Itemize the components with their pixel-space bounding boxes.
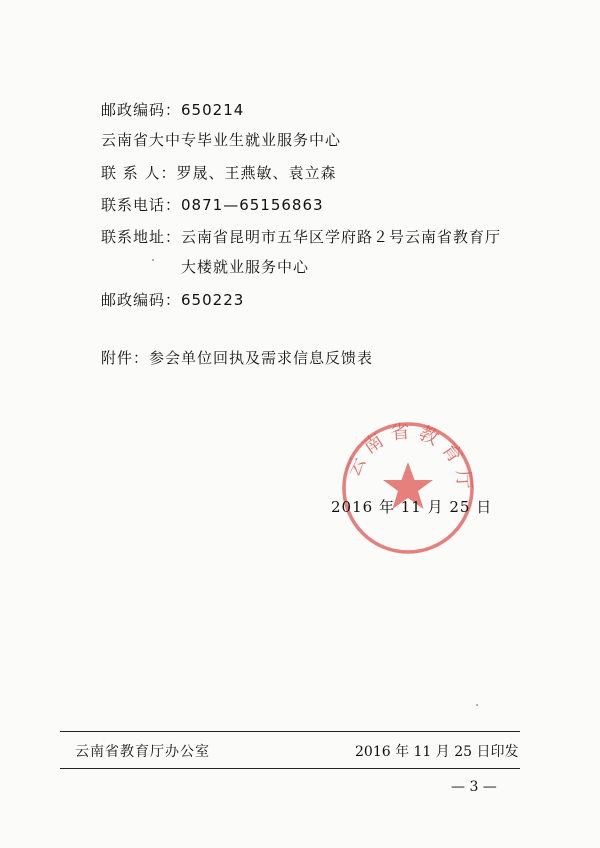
address-line	[101, 227, 501, 247]
signature-date: 2016 年 11 月 25 日	[331, 498, 493, 516]
postcode-value: 650214	[181, 101, 245, 119]
address-value-line2: 大楼就业服务中心	[181, 258, 310, 276]
page-number: — 3 —	[451, 779, 497, 795]
scan-speck	[152, 259, 154, 261]
issuing-office: 云南省教育厅办公室	[75, 744, 210, 760]
official-seal	[338, 418, 478, 558]
seal-text: 云南省教育厅	[341, 420, 476, 498]
phone-label: 联系电话：	[101, 196, 182, 214]
address-label: 联系地址：	[101, 228, 182, 246]
postcode-line-1	[101, 100, 244, 120]
contacts-value: 罗晟、王燕敏、袁立森	[176, 164, 337, 182]
postcode-label: 邮政编码：	[101, 291, 182, 309]
attachment-note: 附件：参会单位回执及需求信息反馈表	[101, 349, 374, 367]
address-value-line1: 云南省昆明市五华区学府路２号云南省教育厅	[181, 228, 502, 246]
issue-date: 2016 年 11 月 25 日印发	[355, 744, 519, 760]
organization-name: 云南省大中专毕业生就业服务中心	[101, 131, 342, 149]
footer-rule-top	[60, 731, 520, 732]
contacts-line	[101, 163, 337, 183]
postcode-line-2	[101, 290, 244, 310]
postcode-label: 邮政编码：	[101, 101, 182, 119]
scan-speck	[476, 704, 478, 706]
postcode-value: 650223	[181, 291, 245, 309]
contacts-label: 联 系 人：	[101, 164, 177, 182]
phone-value: 0871—65156863	[181, 196, 324, 214]
footer-rule-bottom	[60, 768, 520, 769]
phone-line	[101, 195, 324, 215]
